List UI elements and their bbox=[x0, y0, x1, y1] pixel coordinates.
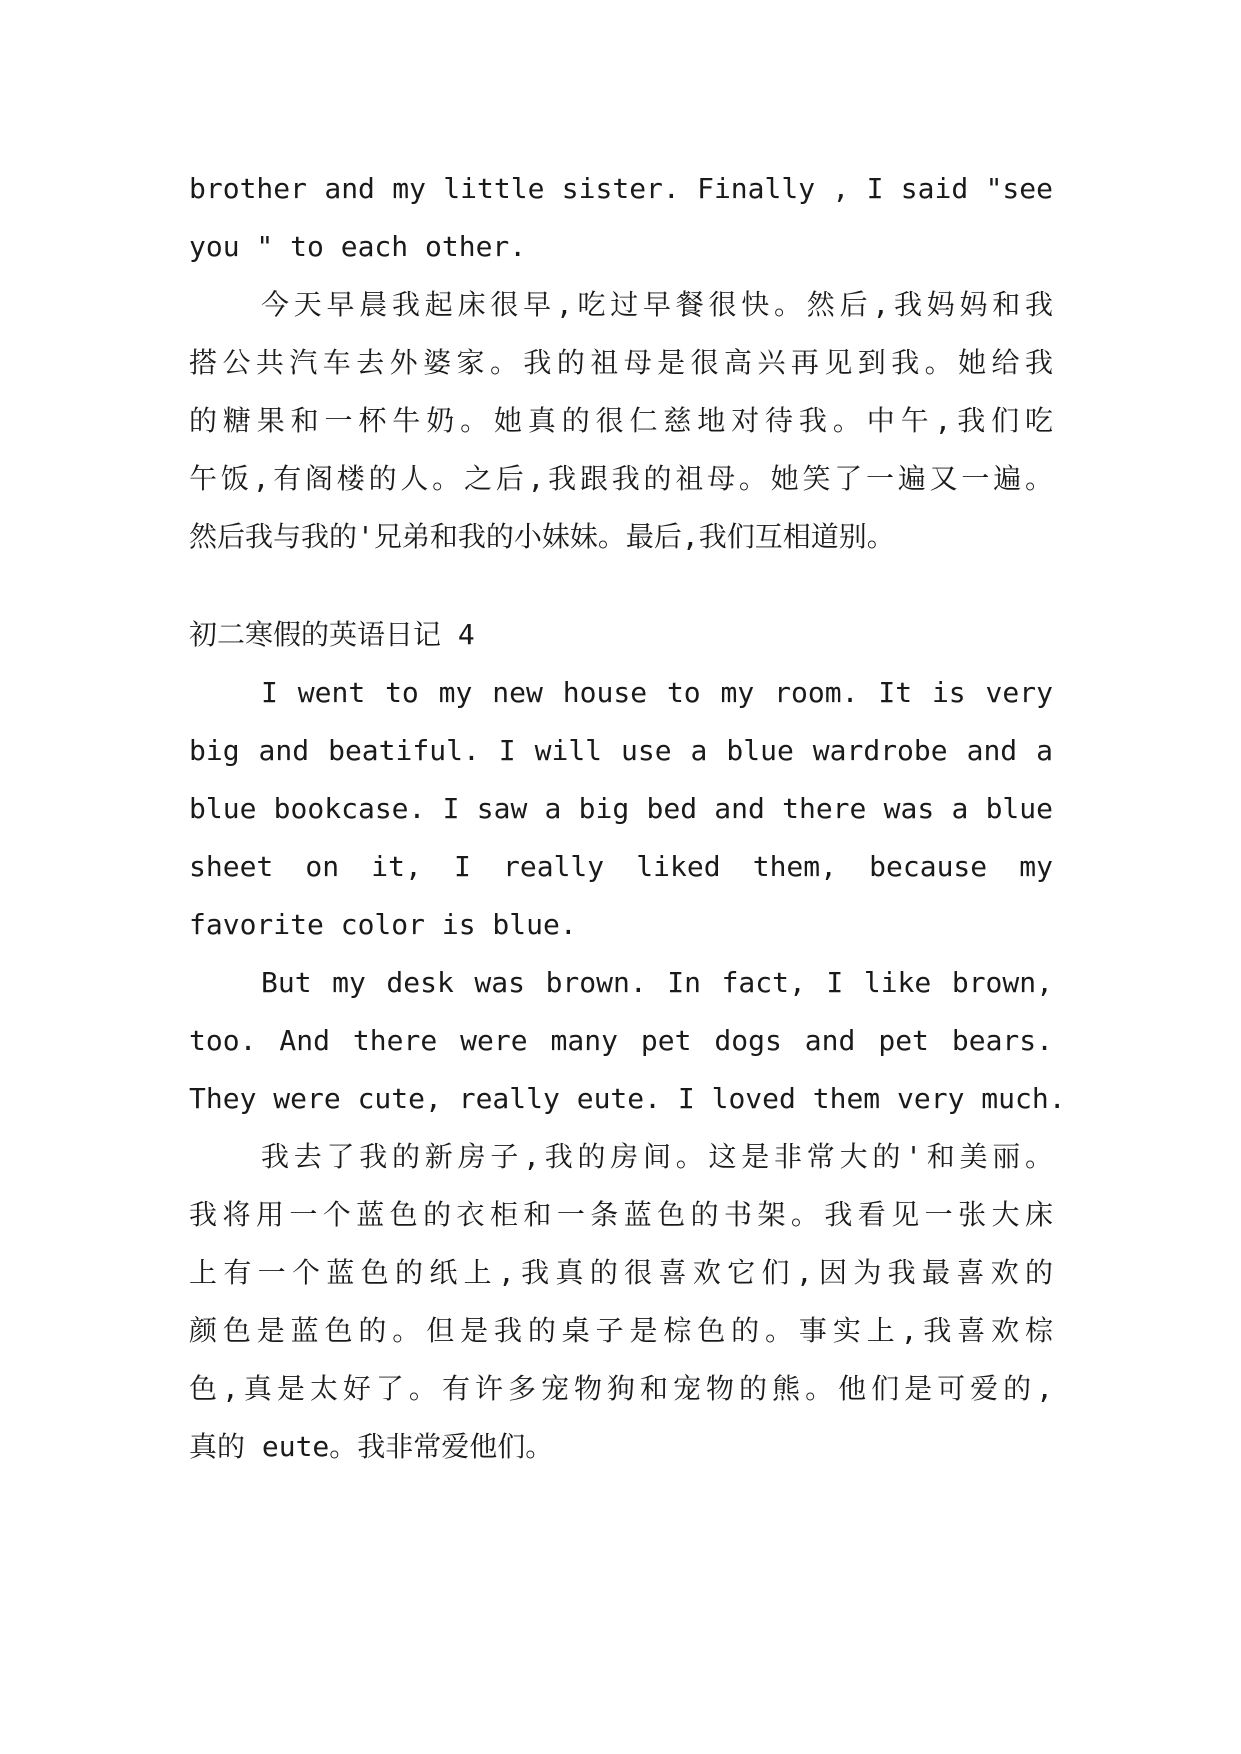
text-line: blue bookcase. I saw a big bed and there was a blue bbox=[189, 792, 1053, 825]
text-line: 色,真是太好了。有许多宠物狗和宠物的熊。他们是可爱的, bbox=[189, 1372, 1053, 1405]
text-line: 搭公共汽车去外婆家。我的祖母是很高兴再见到我。她给我 bbox=[189, 346, 1053, 379]
text-line: big and beatiful. I will use a blue wardrobe and a bbox=[189, 734, 1053, 767]
text-line: They were cute, really eute. I loved them very much. bbox=[189, 1082, 1066, 1115]
text-line: 我将用一个蓝色的衣柜和一条蓝色的书架。我看见一张大床 bbox=[189, 1198, 1053, 1231]
text-line: 今天早晨我起床很早,吃过早餐很快。然后,我妈妈和我 bbox=[261, 288, 1053, 321]
text-line: 午饭,有阁楼的人。之后,我跟我的祖母。她笑了一遍又一遍。 bbox=[189, 462, 1053, 495]
text-line: I went to my new house to my room. It is very bbox=[261, 676, 1053, 709]
section-title: 初二寒假的英语日记 4 bbox=[189, 618, 475, 651]
text-line: you " to each other. bbox=[189, 230, 527, 263]
text-line: favorite color is blue. bbox=[189, 908, 577, 941]
text-line: sheet on it, I really liked them, because my bbox=[189, 850, 1053, 883]
text-line: 真的 eute。我非常爱他们。 bbox=[189, 1430, 554, 1463]
paragraph-gap bbox=[189, 566, 1053, 606]
text-line: 然后我与我的'兄弟和我的小妹妹。最后,我们互相道别。 bbox=[189, 520, 895, 553]
text-line: 颜色是蓝色的。但是我的桌子是棕色的。事实上,我喜欢棕 bbox=[189, 1314, 1053, 1347]
text-line: But my desk was brown. In fact, I like brown, bbox=[261, 966, 1053, 999]
text-line: 上有一个蓝色的纸上,我真的很喜欢它们,因为我最喜欢的 bbox=[189, 1256, 1053, 1289]
text-line: 的糖果和一杯牛奶。她真的很仁慈地对待我。中午,我们吃 bbox=[189, 404, 1053, 437]
text-line: 我去了我的新房子,我的房间。这是非常大的'和美丽。 bbox=[261, 1140, 1053, 1173]
text-line: brother and my little sister. Finally , I said "see bbox=[189, 172, 1053, 205]
document-body bbox=[189, 160, 1066, 1476]
text-line: too. And there were many pet dogs and pet bears. bbox=[189, 1024, 1053, 1057]
